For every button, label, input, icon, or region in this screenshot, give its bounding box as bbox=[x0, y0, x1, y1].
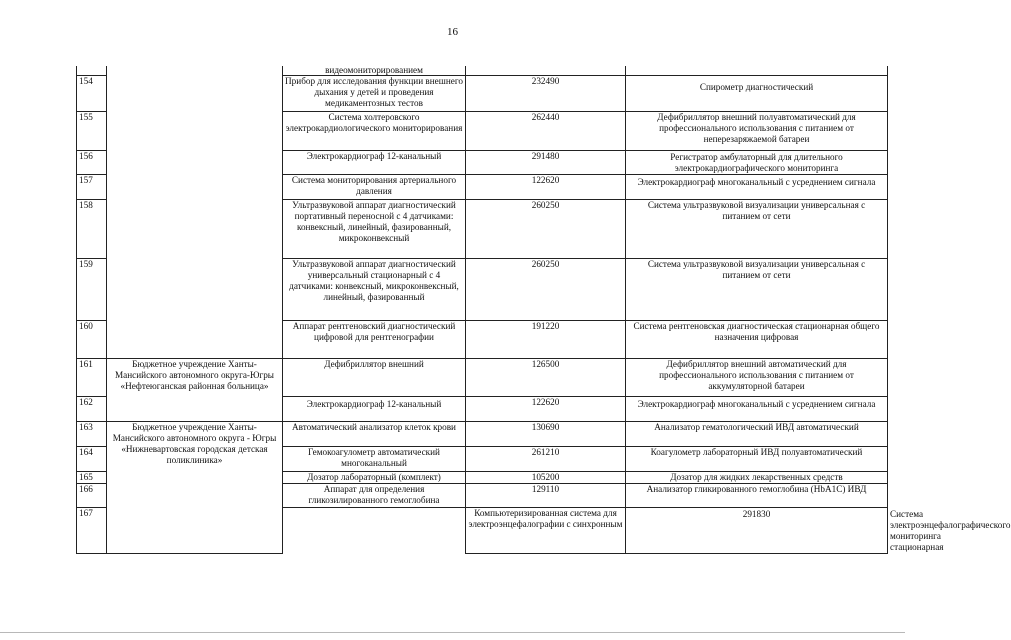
equipment-table bbox=[76, 65, 1011, 554]
row-number: 159 bbox=[77, 259, 107, 321]
equipment-name: Электрокардиограф 12-канальный bbox=[283, 397, 466, 422]
equipment-name: Гемокоагулометр автоматический многоканальный bbox=[283, 447, 466, 472]
kind-code: 122620 bbox=[466, 175, 626, 200]
organization-name: Бюджетное учреждение Ханты-Мансийского автономного округа - Югры «Нижневартовская городская детская поликлиника» bbox=[107, 422, 283, 554]
equipment-name: Прибор для исследования функции внешнего дыхания у детей и проведения медикаментозных тестов bbox=[283, 76, 466, 112]
kind-code: 261210 bbox=[466, 447, 626, 472]
organization-name: Бюджетное учреждение Ханты-Мансийского автономного округа-Югры «Нефтеюганская районная больница» bbox=[107, 359, 283, 422]
row-number: 161 bbox=[77, 359, 107, 397]
kind-code: 291830 bbox=[626, 508, 888, 554]
equipment-kind: Дефибриллятор внешний автоматический для профессионального использования с питанием от аккумуляторной батареи bbox=[626, 359, 888, 397]
row-number: 157 bbox=[77, 175, 107, 200]
page-number: 16 bbox=[447, 26, 458, 38]
org-cell-empty bbox=[283, 508, 466, 554]
row-number: 160 bbox=[77, 321, 107, 359]
kind-code: 122620 bbox=[466, 397, 626, 422]
kind-code: 260250 bbox=[466, 200, 626, 259]
equipment-kind: Дозатор для жидких лекарственных средств bbox=[626, 472, 888, 484]
equipment-kind: Спирометр диагностический bbox=[626, 76, 888, 112]
row-number: 164 bbox=[77, 447, 107, 472]
org-cell-empty bbox=[107, 66, 283, 359]
equipment-kind: Анализатор гликированного гемоглобина (HbA1C) ИВД bbox=[626, 484, 888, 508]
equipment-kind: Электрокардиограф многоканальный с усреднением сигнала bbox=[626, 397, 888, 422]
row-number: 166 bbox=[77, 484, 107, 508]
equipment-kind: Анализатор гематологический ИВД автоматический bbox=[626, 422, 888, 447]
row-number: 158 bbox=[77, 200, 107, 259]
equipment-name: Дозатор лабораторный (комплект) bbox=[283, 472, 466, 484]
kind-code: 126500 bbox=[466, 359, 626, 397]
kind-code: 262440 bbox=[466, 112, 626, 151]
kind-code: 191220 bbox=[466, 321, 626, 359]
equipment-kind: Электрокардиограф многоканальный с усреднением сигнала bbox=[626, 175, 888, 200]
equipment-name: Аппарат для определения гликозилированного гемоглобина bbox=[283, 484, 466, 508]
equipment-kind: Регистратор амбулаторный для длительного электрокардиографического мониторинга bbox=[626, 151, 888, 175]
equipment-kind: Система ультразвуковой визуализации универсальная с питанием от сети bbox=[626, 259, 888, 321]
scan-edge-line bbox=[0, 632, 905, 633]
continuation-cell: видеомониторированием bbox=[283, 66, 466, 76]
kind-code: 129110 bbox=[466, 484, 626, 508]
kind-code: 130690 bbox=[466, 422, 626, 447]
equipment-kind: Коагулометр лабораторный ИВД полуавтоматический bbox=[626, 447, 888, 472]
table-row: 167 Компьютеризированная система для электроэнцефалографии с синхронным 291830 Система электроэнцефалографического мониторинга стационарная bbox=[77, 508, 888, 554]
equipment-kind: Система ультразвуковой визуализации универсальная с питанием от сети bbox=[626, 200, 888, 259]
equipment-kind: Дефибриллятор внешний полуавтоматический для профессионального использования с питанием от неперезаряжаемой батареи bbox=[626, 112, 888, 151]
equipment-kind: Система рентгеновская диагностическая стационарная общего назначения цифровая bbox=[626, 321, 888, 359]
row-number: 156 bbox=[77, 151, 107, 175]
equipment-name: Система мониторирования артериального давления bbox=[283, 175, 466, 200]
equipment-name: Дефибриллятор внешний bbox=[283, 359, 466, 397]
row-number: 162 bbox=[77, 397, 107, 422]
kind-code: 260250 bbox=[466, 259, 626, 321]
table-row-continuation bbox=[77, 66, 888, 76]
kind-code: 105200 bbox=[466, 472, 626, 484]
row-number: 163 bbox=[77, 422, 107, 447]
equipment-name: Электрокардиограф 12-канальный bbox=[283, 151, 466, 175]
kind-code: 232490 bbox=[466, 76, 626, 112]
row-number: 155 bbox=[77, 112, 107, 151]
row-number: 167 bbox=[77, 508, 107, 554]
table-row bbox=[77, 422, 888, 447]
equipment-name: Ультразвуковой аппарат диагностический универсальный стационарный с 4 датчиками: конвексный, микроконвексный, линейный, фазированный bbox=[283, 259, 466, 321]
kind-code: 291480 bbox=[466, 151, 626, 175]
equipment-name: Система холтеровского электрокардиологического мониторирования bbox=[283, 112, 466, 151]
equipment-name: Компьютеризированная система для электроэнцефалографии с синхронным bbox=[466, 508, 626, 554]
equipment-name: Аппарат рентгеновский диагностический цифровой для рентгенографии bbox=[283, 321, 466, 359]
row-number: 154 bbox=[77, 76, 107, 112]
table-row bbox=[77, 359, 888, 397]
row-number: 165 bbox=[77, 472, 107, 484]
equipment-name: Автоматический анализатор клеток крови bbox=[283, 422, 466, 447]
equipment-name: Ультразвуковой аппарат диагностический портативный переносной с 4 датчиками: конвексный, линейный, фазированный, микроконвексный bbox=[283, 200, 466, 259]
